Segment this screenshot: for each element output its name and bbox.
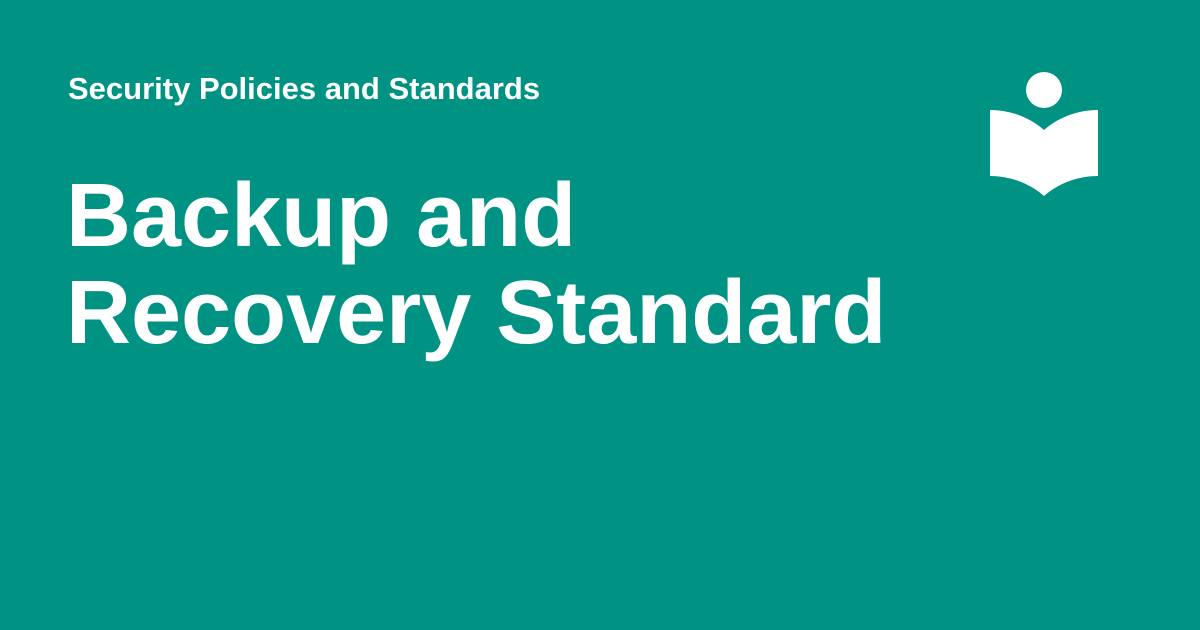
category-label: Security Policies and Standards bbox=[68, 71, 541, 106]
page-title bbox=[66, 168, 886, 362]
page-title-line-2: Recovery Standard bbox=[66, 263, 887, 363]
reader-book-icon bbox=[990, 72, 1098, 196]
page-title-line-1: Backup and bbox=[66, 166, 577, 266]
